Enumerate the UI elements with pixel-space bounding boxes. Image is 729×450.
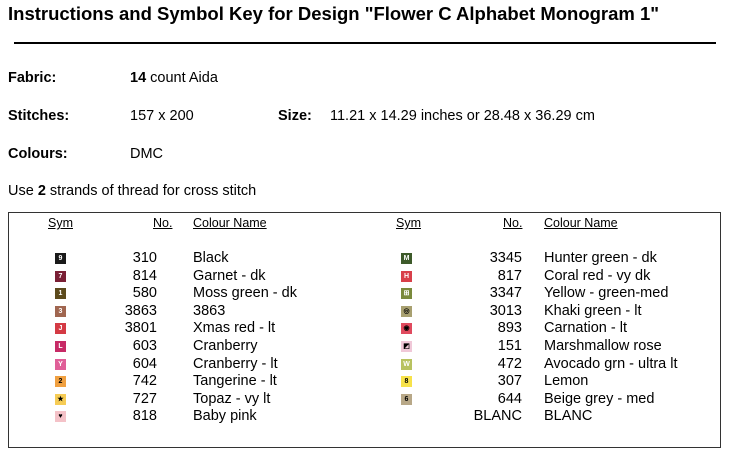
header-no-left: No.	[153, 216, 173, 230]
symbol-swatch-left: Y	[55, 359, 66, 370]
dmc-number-left: 310	[132, 250, 157, 266]
colour-name-right: BLANC	[544, 408, 593, 425]
symbol-swatch-right: ◎	[401, 306, 412, 317]
header-sym-left: Sym	[48, 216, 73, 230]
dmc-number-left: 818	[132, 408, 157, 425]
fabric-label: Fabric:	[8, 70, 57, 86]
colour-name-left: Baby pink	[193, 408, 257, 425]
dmc-number-left: 580	[132, 285, 157, 302]
symbol-swatch-right: ◉	[401, 323, 412, 334]
symbol-swatch-left: J	[55, 323, 66, 334]
colour-name-left: Topaz - vy lt	[193, 390, 271, 407]
symbol-swatch-right: ⊞	[401, 288, 412, 299]
dmc-number-left: 3863	[124, 302, 157, 319]
header-no-right: No.	[503, 216, 523, 230]
symbol-swatch-right: 8	[401, 376, 412, 387]
dmc-number-right: 472	[497, 355, 522, 372]
dmc-number-left: 727	[132, 390, 157, 407]
symbol-swatch-left: 1	[55, 288, 66, 299]
colours-value: DMC	[130, 146, 164, 162]
colour-name-left: Moss green - dk	[193, 285, 297, 302]
colour-name-right: Coral red - vy dk	[544, 267, 651, 284]
strands-pre: Use	[8, 183, 38, 199]
colour-name-left: Cranberry	[193, 338, 258, 354]
colour-name-right: Hunter green - dk	[544, 250, 657, 266]
dmc-number-left: 742	[132, 373, 157, 390]
fabric-value	[130, 70, 218, 86]
size-value: 11.21 x 14.29 inches or 28.48 x 36.29 cm	[330, 108, 595, 124]
fabric-type: count Aida	[146, 70, 218, 86]
fabric-row	[8, 70, 56, 86]
dmc-number-right: 644	[497, 390, 522, 407]
header-name-right: Colour Name	[544, 216, 618, 230]
colour-name-right: Beige grey - med	[544, 390, 655, 407]
size-label-text: Size:	[278, 108, 312, 124]
stitches-value: 157 x 200	[130, 108, 194, 124]
colour-name-right: Lemon	[544, 373, 589, 390]
symbol-swatch-right: 6	[401, 394, 412, 405]
symbol-swatch-left: L	[55, 341, 66, 352]
dmc-number-right: 893	[497, 320, 522, 337]
page-title: Instructions and Symbol Key for Design "Flower C Alphabet Monogram 1"	[8, 3, 660, 24]
symbol-swatch-left: 9	[55, 253, 66, 264]
symbol-swatch-right: W	[401, 359, 412, 370]
header-sym-right: Sym	[396, 216, 421, 230]
title-divider	[14, 42, 716, 44]
colour-name-left: Cranberry - lt	[193, 355, 278, 372]
symbol-swatch-left: 3	[55, 306, 66, 317]
dmc-number-right: 3345	[489, 250, 522, 266]
symbol-swatch-right: ◩	[401, 341, 412, 352]
symbol-swatch-left: 2	[55, 376, 66, 387]
fabric-count: 14	[130, 70, 147, 86]
dmc-number-left: 3801	[124, 320, 157, 337]
symbol-swatch-right: H	[401, 271, 412, 282]
colour-name-left: Black	[193, 250, 229, 266]
colour-name-right: Khaki green - lt	[544, 302, 642, 319]
stitches-label-text: Stitches:	[8, 108, 70, 124]
colour-name-right: Carnation - lt	[544, 320, 628, 337]
dmc-number-right: 817	[497, 267, 522, 284]
dmc-number-right: 151	[497, 338, 522, 354]
stitches-label	[8, 108, 69, 124]
size-label	[278, 108, 312, 124]
dmc-number-left: 604	[132, 355, 157, 372]
dmc-number-left: 814	[132, 267, 157, 284]
colour-name-left: 3863	[193, 302, 226, 319]
colour-name-right: Yellow - green-med	[544, 285, 669, 302]
colours-label-text: Colours:	[8, 146, 68, 162]
colour-name-left: Garnet - dk	[193, 267, 266, 284]
dmc-number-right: 307	[497, 373, 522, 390]
dmc-number-right: BLANC	[473, 408, 522, 425]
colour-name-left: Xmas red - lt	[193, 320, 276, 337]
colour-name-right: Avocado grn - ultra lt	[544, 355, 678, 372]
symbol-swatch-left: ★	[55, 394, 66, 405]
symbol-swatch-left: ♥	[55, 411, 66, 422]
dmc-number-right: 3013	[489, 302, 522, 319]
strands-post: strands of thread for cross stitch	[45, 183, 257, 199]
dmc-number-right: 3347	[489, 285, 522, 302]
symbol-swatch-left: 7	[55, 271, 66, 282]
strands-instruction	[8, 183, 256, 199]
symbol-swatch-right: M	[401, 253, 412, 264]
header-name-left: Colour Name	[193, 216, 267, 230]
colour-name-right: Marshmallow rose	[544, 338, 662, 354]
strands-count: 2	[37, 183, 46, 199]
dmc-number-left: 603	[132, 338, 157, 354]
colour-name-left: Tangerine - lt	[193, 373, 277, 390]
colours-label	[8, 146, 68, 162]
